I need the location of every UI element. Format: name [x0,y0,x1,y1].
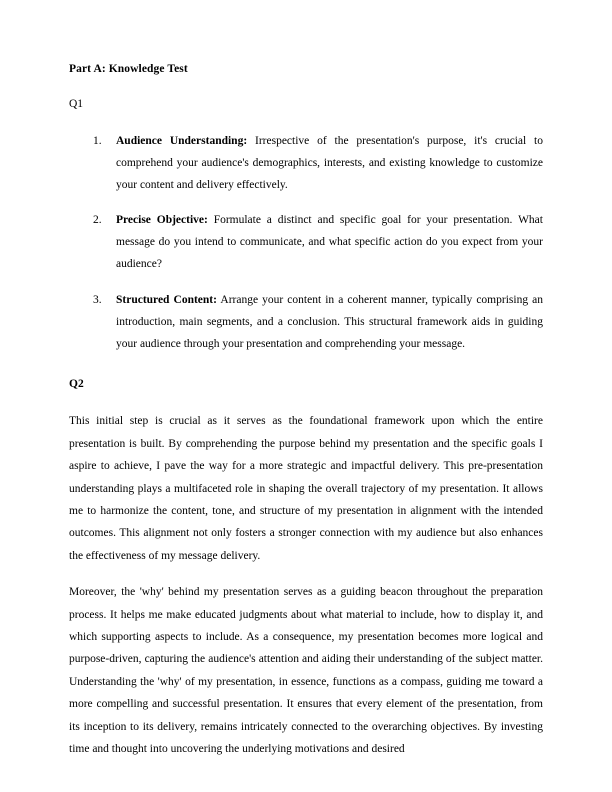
list-item-term: Structured Content: [116,293,217,306]
list-item-term: Precise Objective: [116,214,208,227]
knowledge-test-list [69,130,543,355]
list-item [69,209,543,275]
question-label-q2: Q2 [69,377,84,390]
list-item-text: Irrespective of the presentation's purpose, it's crucial to comprehend your audience's demographics, interests, and existing knowledge to customize your content and delivery effectively. [116,135,543,192]
list-item-text: Arrange your content in a coherent manner, typically comprising an introduction, main segments, and a conclusion. This structural framework aids in guiding your audience through your presentation and comprehending your message. [116,293,543,350]
answer-paragraph-1: This initial step is crucial as it serves as the foundational framework upon which the entire presentation is built. By comprehending the purpose behind my presentation and the specific goals I aspire to achieve, I pave the way for a more strategic and impactful delivery. This pre-presentation understanding plays a multifaceted role in shaping the overall trajectory of my presentation. It allows me to harmonize the content, tone, and structure of my presentation in alignment with the intended outcomes. This alignment not only fosters a stronger connection with my audience but also enhances the effectiveness of my message delivery. [69,415,543,562]
answer-paragraph-2: Moreover, the 'why' behind my presentation serves as a guiding beacon throughout the preparation process. It helps me make educated judgments about what material to include, how to display it, and which supporting aspects to include. As a consequence, my presentation becomes more logical and purpose-driven, capturing the audience's attention and aiding their understanding of the subject matter. Understanding the 'why' of my presentation, in essence, functions as a compass, guiding me toward a more compelling and successful presentation. It ensures that every element of the presentation, from its inception to its delivery, remains intricately connected to the overarching objectives. By investing time and thought into uncovering the underlying motivations and desired [69,586,543,756]
page-title: Part A: Knowledge Test [69,63,188,75]
list-item-term: Audience Understanding: [116,135,248,148]
list-item [69,130,543,196]
list-item [69,289,543,355]
list-item-text: Formulate a distinct and specific goal for your presentation. What message do you intend to communicate, and what specific action do you expect from your audience? [116,214,543,271]
question-label-q1: Q1 [69,97,84,110]
